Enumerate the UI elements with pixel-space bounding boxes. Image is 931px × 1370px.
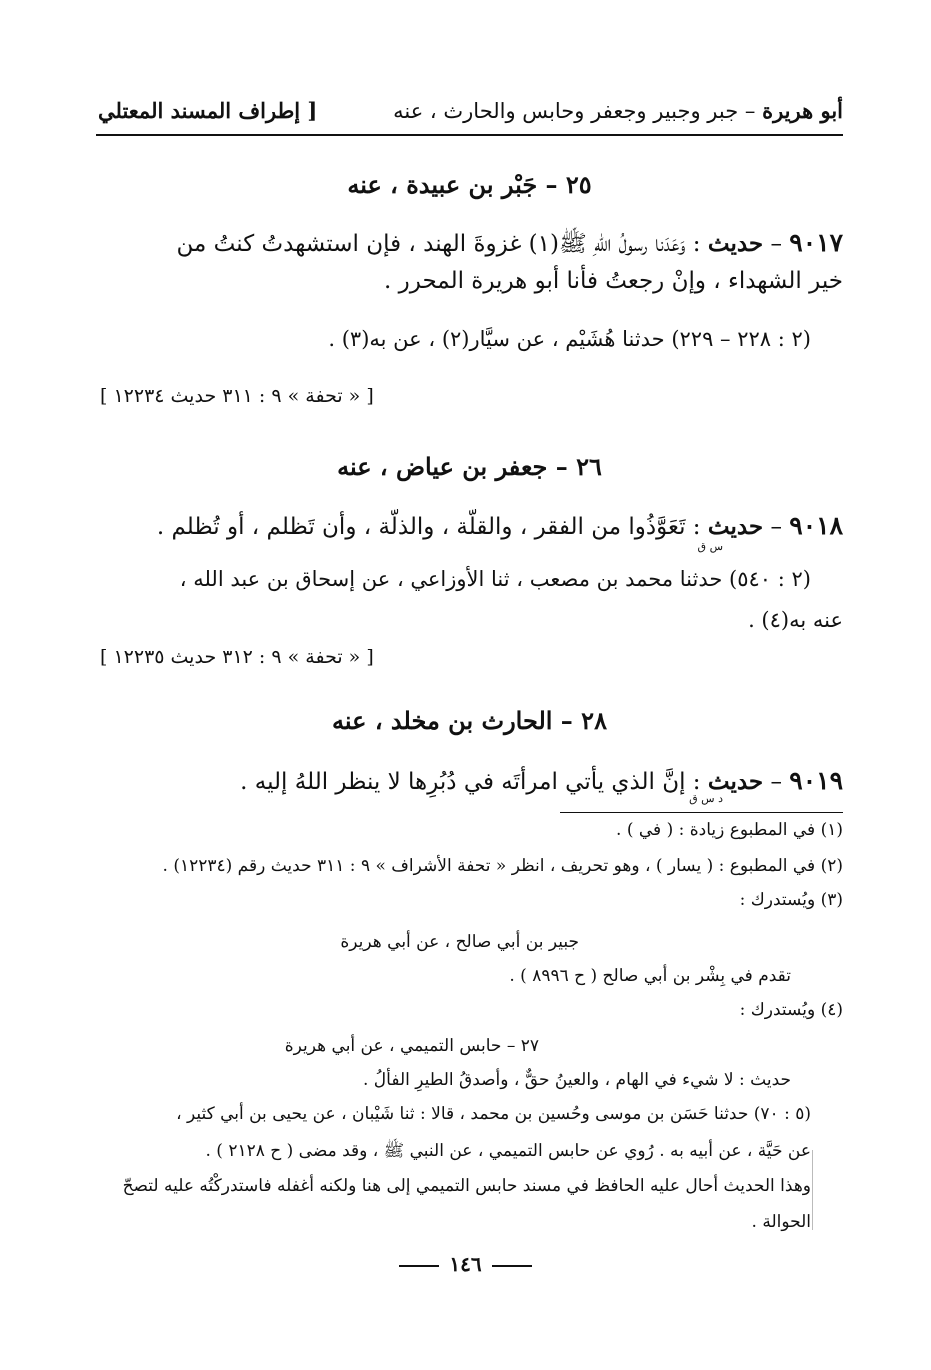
footnote: (٤) ويُستدرك :	[739, 1000, 843, 1020]
hadith-line-continued: خير الشهداء ، وإنْ رجعتُ فأنا أبو هريرة المحرر .	[384, 268, 843, 294]
tuhfa-reference: [ « تحفة » ٩ : ٣١١ حديث ١٢٢٣٤ ]	[100, 385, 374, 407]
hadith-text: ٩٠١٧ – حديث : وَعَدَنا رسولُ اللهِ ﷺ(١) غزوةَ الهند ، فإن استشهدتُ كنتُ من	[176, 228, 843, 257]
hadith-line: : إنَّ الذي يأتي امرأتَه في دُبُرِها لا ينظر اللهُ إليه .	[240, 769, 708, 795]
hadith-number: ٩٠١٩	[789, 766, 843, 795]
footnote-rule	[560, 812, 843, 813]
page-number	[0, 1252, 931, 1276]
section-title: ٢٨ – الحارث بن مخلد ، عنه	[332, 706, 607, 735]
footnote-entry-text: تقدم في بِشْر بن أبي صالح ( ح ٨٩٩٦ ) .	[509, 966, 791, 986]
hadith-line: : وَعَدَنا رسولُ اللهِ ﷺ(١) غزوةَ الهند ، فإن استشهدتُ كنتُ من	[176, 231, 708, 257]
section-title: ٢٦ – جعفر بن عياض ، عنه	[337, 452, 602, 481]
footnote-entry-text: (٥ : ٧٠) حدثنا حَسَن بن موسى وحُسين بن محمد ، قالا : ثنا شَيْبان ، عن يحيى بن أبي كثير ،	[176, 1104, 811, 1124]
sigla-marks: د س ق	[689, 792, 723, 805]
footnote: (٢) في المطبوع : ( يسار ) ، وهو تحريف ، انظر « تحفة الأشراف » ٩ : ٣١١ حديث رقم (١٢٢٣٤) .	[162, 856, 843, 876]
footnote-entry-text: عن حَيَّة ، عن أبيه به . رُوي عن حابس التميمي ، عن النبي ﷺ ، وقد مضى ( ح ٢١٢٨ ) .	[205, 1141, 811, 1161]
page-number-dash	[399, 1265, 439, 1267]
hadith-source-continued: عنه به(٤) .	[748, 608, 843, 632]
running-header-left: [ إطراف المسند المعتلي	[98, 98, 318, 123]
running-header-right	[393, 98, 843, 123]
footnote-entry-title: ٢٧ – حابس التميمي ، عن أبي هريرة	[284, 1036, 539, 1056]
page-number-value: ١٤٦	[449, 1252, 482, 1276]
section-title: ٢٥ – جَبْر بن عبيدة ، عنه	[347, 170, 592, 199]
hadith-source: (٢ : ٥٤٠) حدثنا محمد بن مصعب ، ثنا الأوزاعي ، عن إسحاق بن عبد الله ،	[179, 567, 811, 591]
hadith-keyword: حديث	[707, 768, 764, 795]
hadith-source: (٢ : ٢٢٨ – ٢٢٩) حدثنا هُشَيْم ، عن سيَّار(٢) ، عن به(٣) .	[328, 327, 811, 351]
page-edge-mark	[812, 1150, 813, 1230]
hadith-number: ٩٠١٧	[789, 228, 843, 257]
footnote-entry-text: الحوالة .	[751, 1212, 811, 1232]
header-author: أبو هريرة	[762, 98, 843, 123]
hadith-number: ٩٠١٨	[789, 511, 843, 540]
footnote: (١) في المطبوع زيادة : ( في ) .	[616, 820, 843, 840]
footnote-entry-title: جبير بن أبي صالح ، عن أبي هريرة	[340, 932, 579, 952]
hadith-line: : تَعَوَّذُوا من الفقر ، والقلّة ، والذلّة ، وأن تَظلم ، أو تُظلم .	[156, 514, 708, 540]
footnote-entry-text: حديث : لا شيء في الهام ، والعينُ حقٌّ ، وأصدقُ الطيرِ الفألُ .	[363, 1070, 791, 1090]
hadith-text: ٩٠١٨ – حديث : تَعَوَّذُوا من الفقر ، والقلّة ، والذلّة ، وأن تَظلم ، أو تُظلم .	[156, 511, 843, 540]
header-rule	[96, 134, 843, 136]
hadith-keyword: حديث	[707, 230, 764, 257]
header-subtitle: – جبر وجبير وجعفر وحابس والحارث ، عنه	[393, 99, 763, 123]
sigla-marks: س ق	[697, 540, 723, 553]
footnote: (٣) ويُستدرك :	[739, 890, 843, 910]
hadith-keyword: حديث	[707, 513, 764, 540]
hadith-text: ٩٠١٩ – حديث : إنَّ الذي يأتي امرأتَه في دُبُرِها لا ينظر اللهُ إليه .	[240, 766, 843, 795]
footnote-entry-text: وهذا الحديث أحال عليه الحافظ في مسند حابس التميمي إلى هنا ولكنه أغفله فاستدركْتُه عليه لتصحّ	[122, 1176, 811, 1196]
tuhfa-reference: [ « تحفة » ٩ : ٣١٢ حديث ١٢٢٣٥ ]	[100, 646, 374, 668]
page-number-dash	[492, 1265, 532, 1267]
